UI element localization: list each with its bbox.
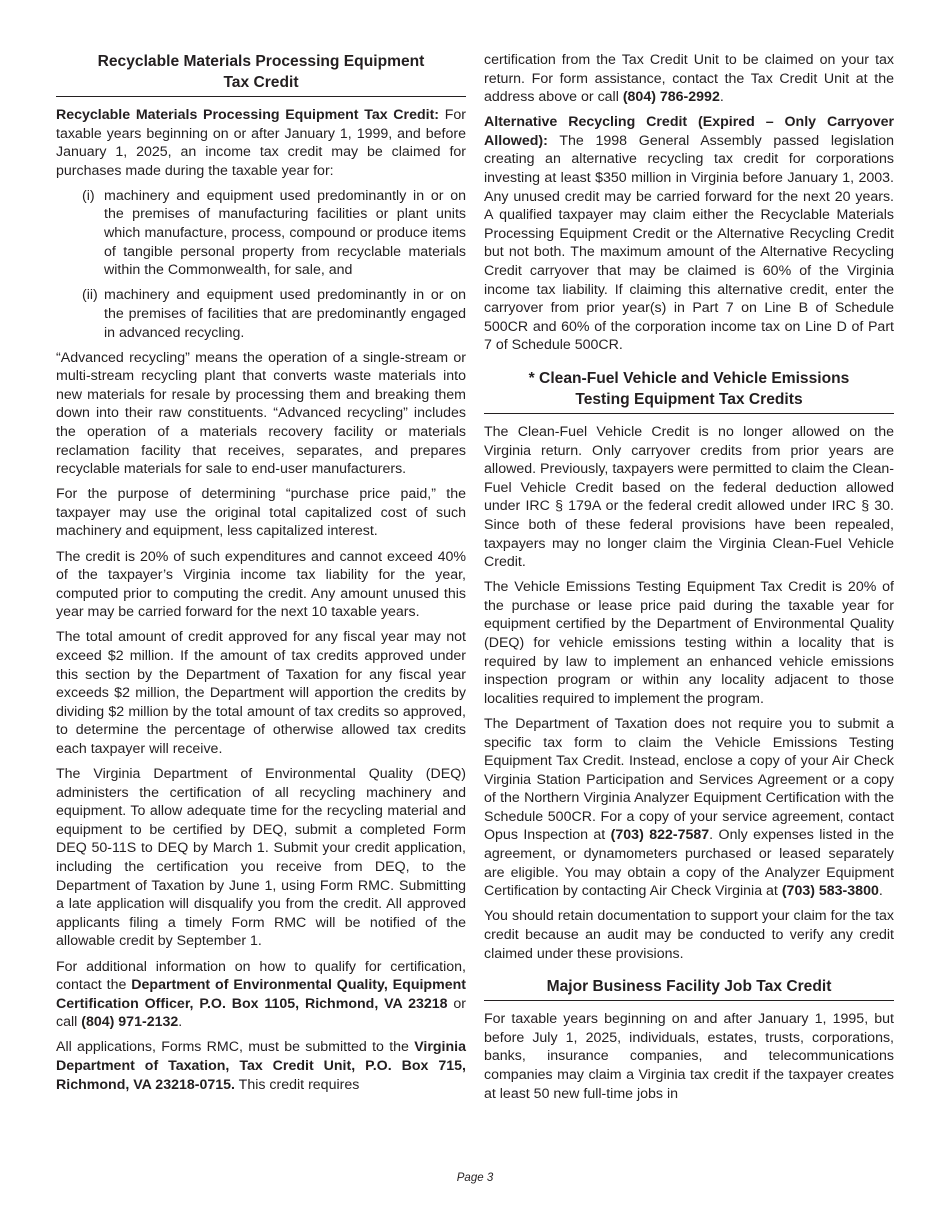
list-item	[56, 286, 466, 342]
section-title-clean-fuel: * Clean-Fuel Vehicle and Vehicle Emissions Testing Equipment Tax Credits	[484, 368, 894, 414]
paragraph: The Clean-Fuel Vehicle Credit is no longer allowed on the Virginia return. Only carryover credits from prior years are allowed. Previously, taxpayers were permitted to claim the Clean-Fuel Vehicle Credit based on the federal deduction allowed under IRC § 179A or the federal credit allowed under IRC § 30. Since both of these federal provisions have been repealed, taxpayers may no longer claim the Virginia Clean-Fuel Vehicle Credit.	[484, 424, 894, 571]
paragraph: The Department of Taxation does not require you to submit a specific tax form to claim the Vehicle Emissions Testing Equipment Tax Credit. Instead, enclose a copy of your Air Check Virginia Station Participation and Services Agreement or a copy of the Northern Virginia Analyzer Equipment Certification with the Schedule 500CR. For a copy of your service agreement, contact Opus Inspection at (703) 822-7587. Only expenses listed in the agreement, or dynamometers purchased or leased separately are eligible. You may obtain a copy of the Analyzer Equipment Certification by contacting Air Check Virginia at (703) 583-3800.	[484, 715, 894, 900]
list-number: (ii)	[82, 287, 98, 304]
paragraph: The Vehicle Emissions Testing Equipment Tax Credit is 20% of the purchase or lease price paid during the taxable year for equipment certified by the Department of Environmental Quality (DEQ) for vehicle emissions testing within a locality that is required by law to implement an enhanced vehicle emissions inspection program or within any locality adjacent to those localities required to implement the program.	[484, 579, 894, 707]
section-title-recyclable: Recyclable Materials Processing Equipment Tax Credit	[56, 51, 466, 97]
section-title-major-business: Major Business Facility Job Tax Credit	[484, 976, 894, 1001]
paragraph: All applications, Forms RMC, must be submitted to the Virginia Department of Taxation, Tax Credit Unit, P.O. Box 715, Richmond, VA 23218-0715. This credit requires	[56, 1039, 466, 1093]
paragraph: Alternative Recycling Credit (Expired – Only Carryover Allowed): The 1998 General Assembly passed legislation creating an alternative recycling tax credit for corporations investing at least $350 million in Virginia before January 1, 2003. Any unused credit may be carried forward for the next 20 years. A qualified taxpayer may claim either the Recyclable Materials Processing Equipment Credit or the Alternative Recycling Credit but not both. The maximum amount of the Alternative Recycling Credit carryover that may be claimed is 60% of the Virginia income tax liability. If claiming this alternative credit, enter the carryover from prior year(s) in Part 7 on Line B of Schedule 500CR and 60% of the corporation income tax on Line D of Part 7 of Schedule 500CR.	[484, 114, 894, 354]
paragraph: The Virginia Department of Environmental Quality (DEQ) administers the certification of all recycling machinery and equipment. To allow adequate time for the recycling material and equipment to be certified by DEQ, submit a completed Form DEQ 50-11S to DEQ by March 1. Submit your credit application, including the certification you receive from DEQ, to the Department of Taxation by June 1, using Form RMC. Submitting a late application will disqualify you from the credit. All approved applicants filing a timely Form RMC will be notified of the allowable credit by September 1.	[56, 766, 466, 950]
list-item	[56, 187, 466, 280]
paragraph: certification from the Tax Credit Unit to be claimed on your tax return. For form assistance, contact the Tax Credit Unit at the address above or call (804) 786-2992.	[484, 52, 894, 106]
phone-number: (804) 971-2132	[81, 1014, 179, 1031]
paragraph: The credit is 20% of such expenditures and cannot exceed 40% of the taxpayer’s Virginia income tax liability for the year, computed prior to computing the credit. Any amount unused this year may be carried forward for the next 10 taxable years.	[56, 548, 466, 621]
paragraph: The total amount of credit approved for any fiscal year may not exceed $2 million. If the amount of tax credits approved under this section by the Department of Taxation for any fiscal year exceeds $2 million, the Department will apportion the credits by dividing $2 million by the total amount of tax credits so approved, to determine the percentage of otherwise allowed tax credits each taxpayer will receive.	[56, 629, 466, 757]
right-column	[484, 51, 894, 1110]
paragraph: Recyclable Materials Processing Equipment Tax Credit: For taxable years beginning on or after January 1, 1999, and before January 1, 2025, an income tax credit may be claimed for purchases made during the taxable year for:	[56, 107, 466, 179]
paragraph: “Advanced recycling” means the operation of a single-stream or multi-stream recycling plant that converts waste materials into new materials for resale by processing them and breaking them down into their raw constituents. “Advanced recycling” includes the operation of a materials recovery facility or materials reclamation facility that receives, separates, and prepares recyclable materials for sale to end-user manufacturers.	[56, 349, 466, 478]
phone-number: (703) 583-3800	[781, 883, 879, 900]
left-column	[56, 51, 466, 1101]
paragraph: You should retain documentation to support your claim for the tax credit because an audit may be conducted to verify any credit claimed under these provisions.	[484, 908, 894, 962]
paragraph: For the purpose of determining “purchase price paid,” the taxpayer may use the original total capitalized cost of such machinery and equipment, less capitalized interest.	[56, 486, 466, 540]
paragraph: For additional information on how to qualify for certification, contact the Department of Environmental Quality, Equipment Certification Officer, P.O. Box 1105, Richmond, VA 23218 or call (804) 971-2132.	[56, 958, 467, 1031]
list-text: machinery and equipment used predominantly in or on the premises of manufacturing facilities or plant units which manufacture, process, compound or produce items of tangible personal property from recyclable materials within the Commonwealth, for sale, and	[104, 187, 466, 279]
phone-number: (703) 822-7587	[610, 827, 710, 844]
list-text: machinery and equipment used predominantly in or on the premises of facilities that are predominantly engaged in advanced recycling.	[104, 287, 466, 341]
paragraph: For taxable years beginning on and after January 1, 1995, but before July 1, 2025, individuals, estates, trusts, corporations, banks, insurance companies, and telecommunications companies may claim a Virginia tax credit if the taxpayer creates at least 50 new full-time jobs in	[484, 1011, 894, 1102]
list-number: (i)	[82, 187, 95, 204]
phone-number: (804) 786-2992	[622, 89, 720, 106]
page-number: Page 3	[456, 1172, 494, 1184]
